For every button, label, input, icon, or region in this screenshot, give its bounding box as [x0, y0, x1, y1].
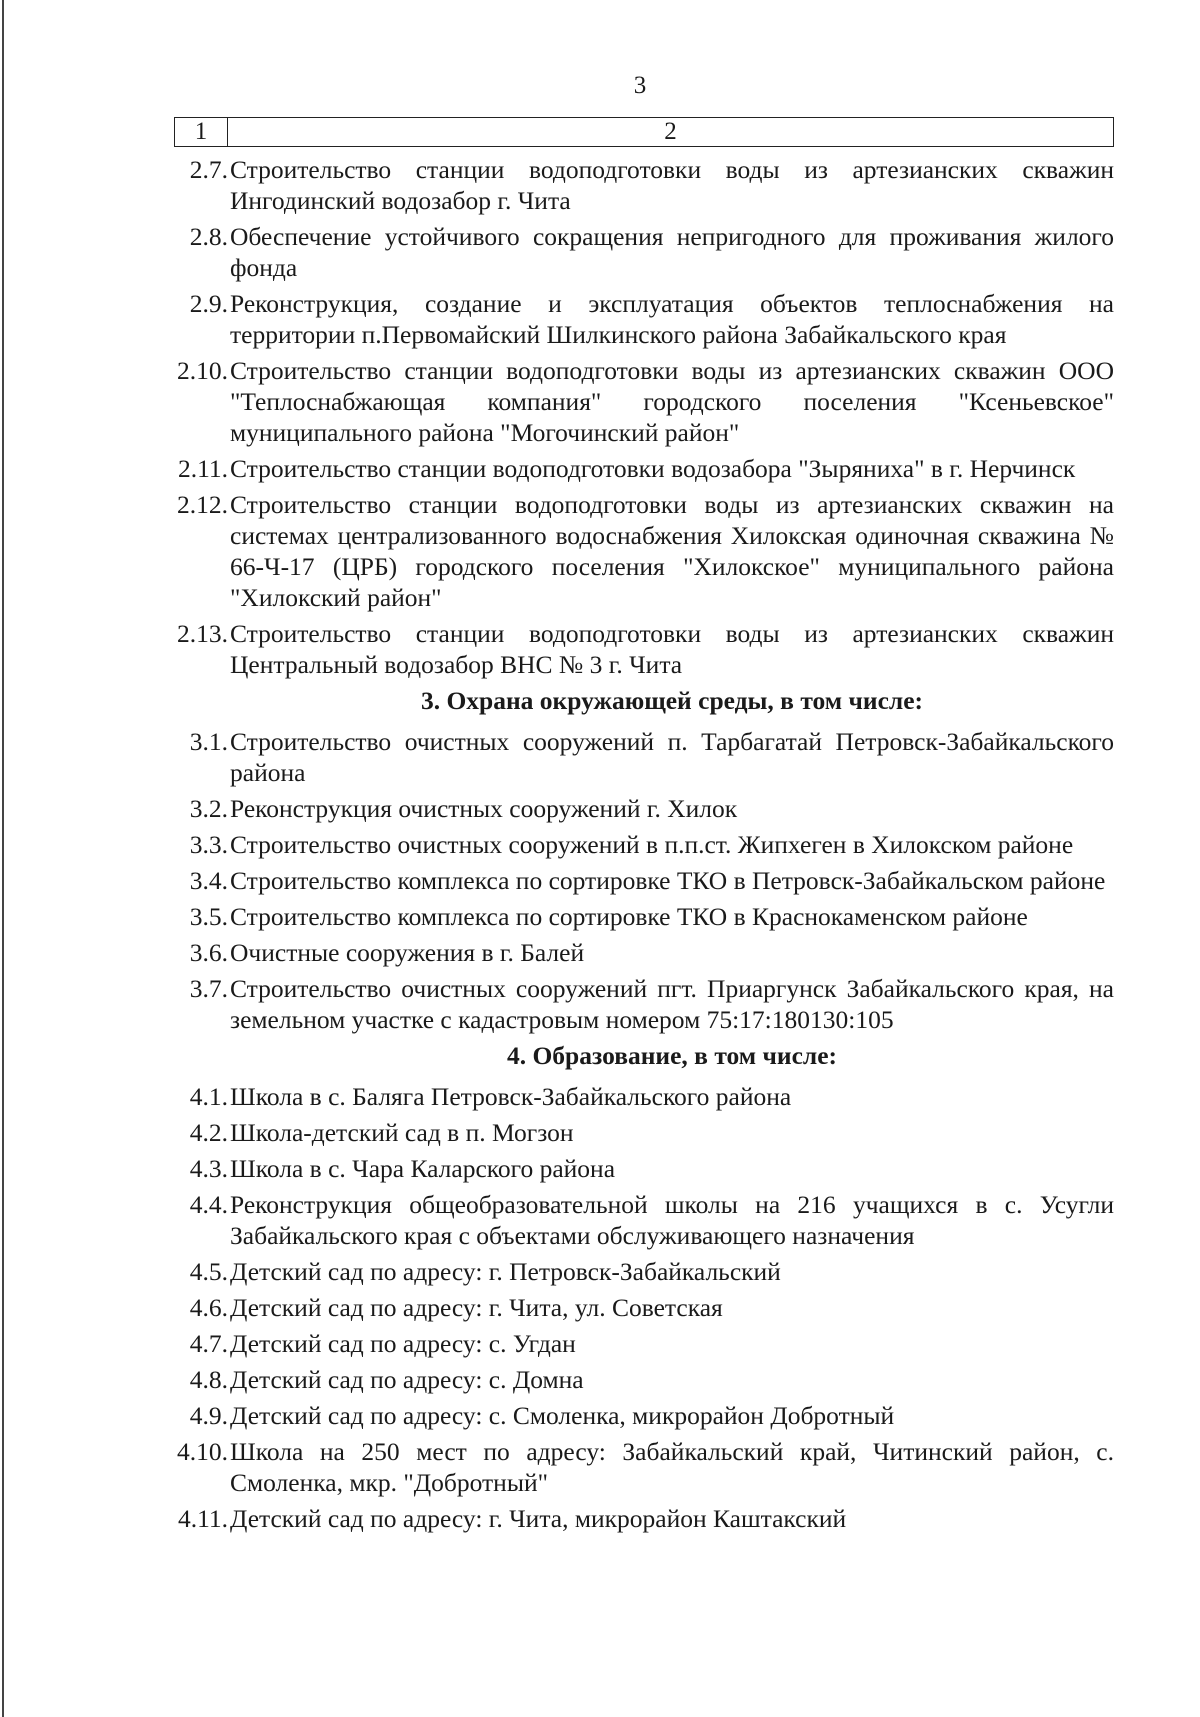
list-item: [170, 1400, 1114, 1431]
list-item: [170, 1503, 1114, 1534]
page-edge: [2, 0, 4, 1717]
column-header-row: [175, 118, 1114, 147]
list-item: [170, 1328, 1114, 1359]
item-text: Строительство станции водоподготовки воды из артезианских скважин на системах централизованного водоснабжения Хилокская одиночная скважина № 66-Ч-17 (ЦРБ) городского поселения "Хилокское" муниципального района "Хилокский район": [230, 490, 1114, 612]
column-header-table: [174, 117, 1114, 147]
section-heading-environment: 3. Охрана окружающей среды, в том числе:: [420, 686, 924, 715]
list-item: [170, 1436, 1114, 1498]
item-number: 2.10.: [177, 356, 228, 385]
item-number: 2.9.: [189, 289, 228, 318]
item-text: Строительство комплекса по сортировке ТКО в Петровск-Забайкальском районе: [230, 866, 1106, 895]
item-number: 4.5.: [189, 1257, 228, 1286]
item-text: Детский сад по адресу: с. Смоленка, микрорайон Добротный: [230, 1401, 895, 1430]
item-text: Детский сад по адресу: г. Чита, ул. Советская: [230, 1293, 723, 1322]
list-item: [170, 489, 1114, 613]
section-heading-education: 4. Образование, в том числе:: [506, 1041, 838, 1070]
item-number: 4.2.: [189, 1118, 228, 1147]
item-text: Строительство комплекса по сортировке ТКО в Краснокаменском районе: [230, 902, 1028, 931]
list-section-3: [170, 726, 1114, 1035]
item-number: 4.7.: [189, 1329, 228, 1358]
column-header-1: 1: [175, 118, 228, 147]
item-text: Реконструкция, создание и эксплуатация объектов теплоснабжения на территории п.Первомайский Шилкинского района Забайкальского края: [230, 289, 1114, 349]
list-item: [170, 1189, 1114, 1251]
item-text: Школа в с. Чара Каларского района: [230, 1154, 616, 1183]
item-text: Детский сад по адресу: с. Угдан: [230, 1329, 576, 1358]
item-number: 3.3.: [189, 830, 228, 859]
item-text: Строительство станции водоподготовки воды из артезианских скважин Ингодинский водозабор г. Чита: [230, 155, 1114, 215]
item-number: 4.4.: [189, 1190, 228, 1219]
list-item: [170, 355, 1114, 448]
list-item: [170, 901, 1114, 932]
item-number: 4.3.: [189, 1154, 228, 1183]
list-item: [170, 937, 1114, 968]
item-number: 2.12.: [177, 490, 228, 519]
list-item: [170, 154, 1114, 216]
item-text: Детский сад по адресу: г. Петровск-Забайкальский: [230, 1257, 781, 1286]
item-text: Строительство очистных сооружений в п.п.ст. Жипхеген в Хилокском районе: [230, 830, 1074, 859]
item-text: Очистные сооружения в г. Балей: [230, 938, 585, 967]
item-text: Реконструкция общеобразовательной школы на 216 учащихся в с. Усугли Забайкальского края с объектами обслуживающего назначения: [230, 1190, 1114, 1250]
item-number: 3.7.: [189, 974, 228, 1003]
item-text: Обеспечение устойчивого сокращения непригодного для проживания жилого фонда: [230, 222, 1114, 282]
item-number: 3.2.: [189, 794, 228, 823]
list-item: [170, 865, 1114, 896]
column-header-2: 2: [228, 118, 1114, 147]
list-item: [170, 726, 1114, 788]
item-number: 2.7.: [189, 155, 228, 184]
item-number: 2.11.: [177, 454, 228, 483]
item-text: Строительство очистных сооружений п. Тарбагатай Петровск-Забайкальского района: [230, 727, 1114, 787]
document-body: [170, 154, 1114, 1539]
list-item: [170, 1081, 1114, 1112]
page-number: 3: [633, 72, 647, 99]
item-text: Школа в с. Баляга Петровск-Забайкальского района: [230, 1082, 792, 1111]
item-number: 3.1.: [189, 727, 228, 756]
item-number: 2.13.: [177, 619, 228, 648]
list-section-4: [170, 1081, 1114, 1534]
item-text: Школа-детский сад в п. Могзон: [230, 1118, 574, 1147]
list-item: [170, 1364, 1114, 1395]
list-item: [170, 221, 1114, 283]
item-text: Строительство станции водоподготовки водозабора "Зыряниха" в г. Нерчинск: [230, 454, 1076, 483]
item-number: 4.6.: [189, 1293, 228, 1322]
list-item: [170, 1292, 1114, 1323]
list-item: [170, 829, 1114, 860]
item-number: 3.5.: [189, 902, 228, 931]
item-number: 3.4.: [189, 866, 228, 895]
item-text: Строительство станции водоподготовки воды из артезианских скважин Центральный водозабор ВНС № 3 г. Чита: [230, 619, 1114, 679]
item-number: 4.11.: [177, 1504, 228, 1533]
list-item: [170, 618, 1114, 680]
item-text: Детский сад по адресу: г. Чита, микрорайон Каштакский: [230, 1504, 847, 1533]
item-number: 3.6.: [189, 938, 228, 967]
item-number: 4.9.: [189, 1401, 228, 1430]
item-text: Школа на 250 мест по адресу: Забайкальский край, Читинский район, с. Смоленка, мкр. "Добротный": [230, 1437, 1114, 1497]
item-text: Реконструкция очистных сооружений г. Хилок: [230, 794, 738, 823]
item-number: 4.8.: [189, 1365, 228, 1394]
list-item: [170, 1153, 1114, 1184]
item-text: Строительство станции водоподготовки воды из артезианских скважин ООО "Теплоснабжающая компания" городского поселения "Ксеньевское" муниципального района "Могочинский район": [230, 356, 1114, 447]
list-section-2: [170, 154, 1114, 680]
list-item: [170, 453, 1114, 484]
item-text: Строительство очистных сооружений пгт. Приаргунск Забайкальского края, на земельном участке с кадастровым номером 75:17:180130:105: [230, 974, 1114, 1034]
list-item: [170, 973, 1114, 1035]
list-item: [170, 288, 1114, 350]
list-item: [170, 1117, 1114, 1148]
list-item: [170, 793, 1114, 824]
list-item: [170, 1256, 1114, 1287]
item-number: 4.1.: [189, 1082, 228, 1111]
item-number: 4.10.: [177, 1437, 228, 1466]
item-text: Детский сад по адресу: с. Домна: [230, 1365, 584, 1394]
item-number: 2.8.: [189, 222, 228, 251]
